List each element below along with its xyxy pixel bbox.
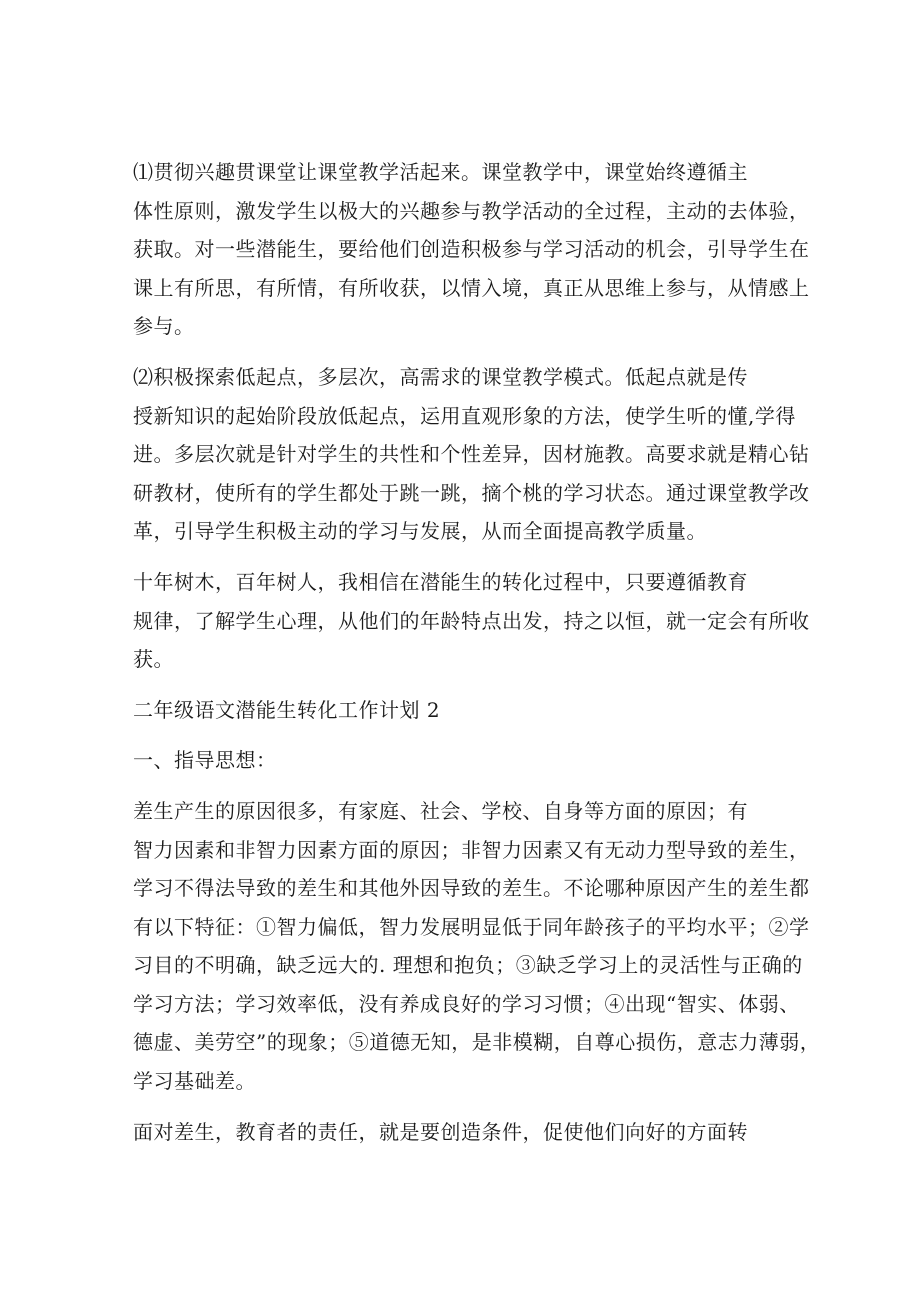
text-line: 参与。 (133, 314, 195, 339)
paragraph-responsibility (133, 1113, 793, 1152)
text-line: 授新知识的起始阶段放低起点，运用直观形象的方法，使学生听的懂,学得 (133, 403, 796, 428)
text-line: 获。 (133, 647, 174, 672)
text-line: 学习不得法导致的差生和其他外因导致的差生。不论哪种原因产生的差生都 (133, 876, 810, 901)
paragraph-teaching-mode (133, 358, 810, 551)
text-line: 习目的不明确，缺乏远大的. 理想和抱负；③缺乏学习上的灵活性与正确的 (133, 953, 803, 978)
text-line: ⑴贯彻兴趣贯课堂让课堂教学活起来。课堂教学中，课堂始终遵循主 (133, 160, 748, 184)
document-body (133, 153, 821, 1163)
paragraph-conclusion (133, 563, 810, 679)
text-line: 十年树木，百年树人，我相信在潜能生的转化过程中，只要遵循教育 (133, 569, 748, 594)
text-line: 革，引导学生积极主动的学习与发展，从而全面提高教学质量。 (133, 519, 707, 544)
section-heading-guiding-ideology (133, 741, 793, 780)
text-line: 学习基础差。 (133, 1069, 256, 1094)
text-line: 研教材，使所有的学生都处于跳一跳，摘个桃的学习状态。通过课堂教学改 (133, 480, 810, 505)
text-line: 规律，了解学生心理，从他们的年龄特点出发，持之以恒，就一定会有所收 (133, 608, 810, 633)
text-line: 二年级语文潜能生转化工作计划 2 (133, 697, 441, 722)
text-line: 体性原则，激发学生以极大的兴趣参与教学活动的全过程，主动的去体验， (133, 198, 810, 223)
text-line: 课上有所思，有所情，有所收获，以情入境，真正从思维上参与，从情感上 (133, 275, 810, 300)
text-line: 进。多层次就是针对学生的共性和个性差异，因材施教。高要求就是精心钻 (133, 442, 810, 467)
section-title (133, 691, 793, 730)
text-line: 学习方法；学习效率低，没有养成良好的学习习惯；④出现“智实、体弱、 (133, 991, 800, 1016)
text-line: 有以下特征：①智力偏低，智力发展明显低于同年龄孩子的平均水平；②学 (133, 914, 810, 939)
text-line: 智力因素和非智力因素方面的原因；非智力因素又有无动力型导致的差生， (133, 837, 810, 862)
text-line: 一、指导思想： (133, 748, 277, 773)
text-line: 差生产生的原因很多，有家庭、社会、学校、自身等方面的原因；有 (133, 798, 748, 823)
text-line: 面对差生，教育者的责任，就是要创造条件，促使他们向好的方面转 (133, 1119, 748, 1144)
paragraph-teaching-interest (133, 153, 810, 346)
paragraph-causes (133, 792, 821, 1101)
text-line: ⑵积极探索低起点，多层次，高需求的课堂教学模式。低起点就是传 (133, 364, 748, 389)
text-line: 德虚、美劳空”的现象；⑤道德无知，是非模糊，自尊心损伤，意志力薄弱， (133, 1030, 821, 1055)
text-line: 获取。对一些潜能生，要给他们创造积极参与学习活动的机会，引导学生在 (133, 237, 810, 262)
